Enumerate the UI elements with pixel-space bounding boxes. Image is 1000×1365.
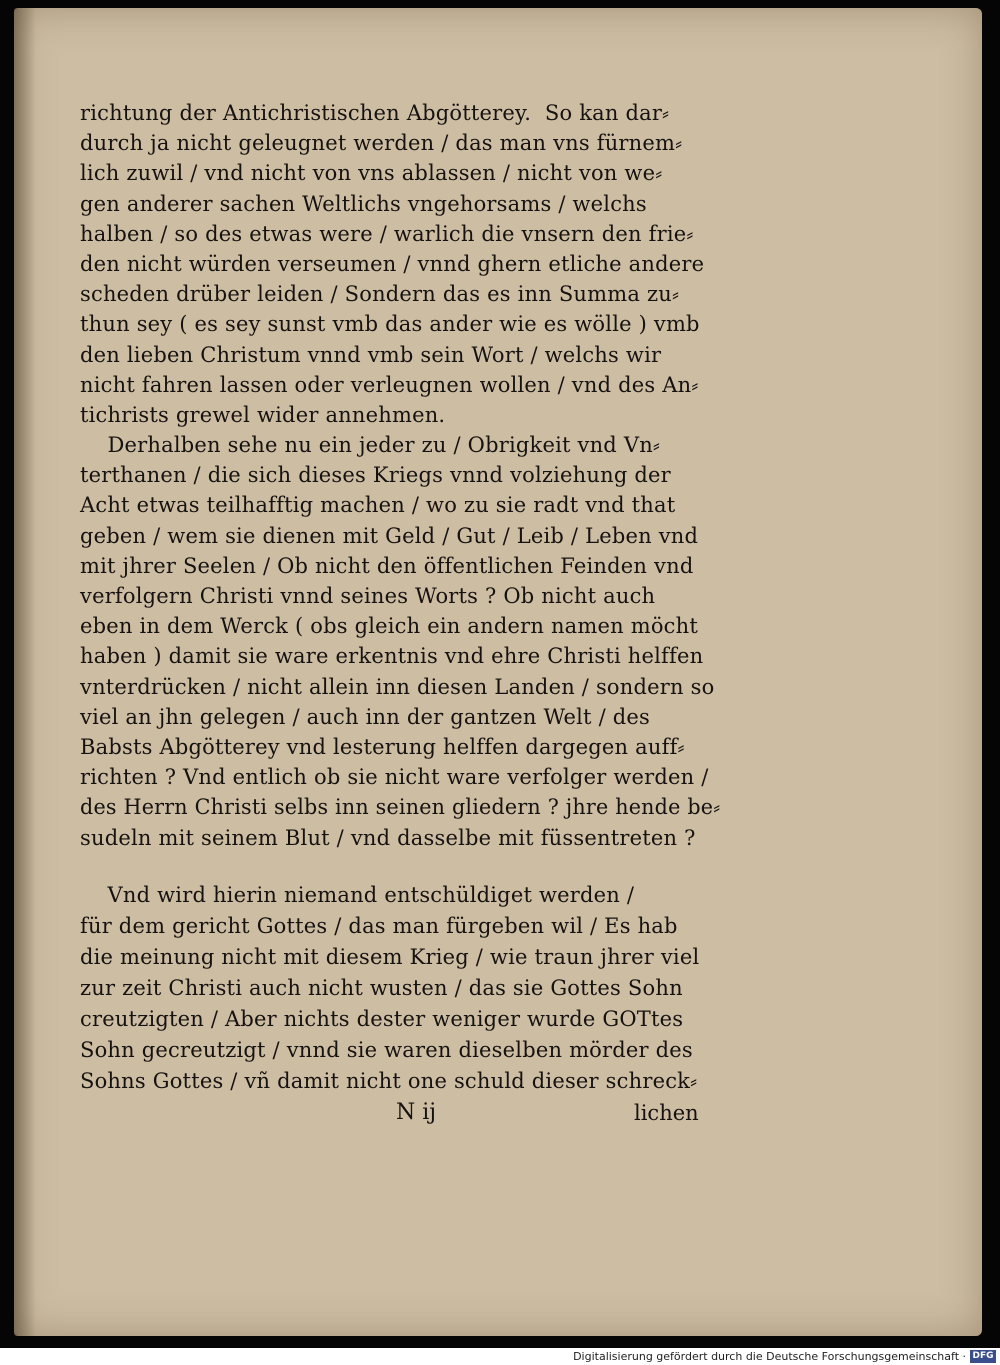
text-line: creutzigten / Aber nichts dester weniger wurde GOTtes: [80, 1007, 684, 1031]
text-line: den lieben Christum vnnd vmb sein Wort / welchs wir: [80, 342, 662, 367]
text-line: lich zuwil / vnd nicht von vns ablassen / nicht von we⸗: [80, 161, 663, 186]
text-line: zur zeit Christi auch nicht wusten / das sie Gottes Sohn: [80, 976, 683, 1000]
text-line: nicht fahren lassen oder verleugnen wollen / vnd des An⸗: [80, 372, 699, 397]
text-line: Sohn gecreutzigt / vnnd sie waren dieselben mörder des: [80, 1038, 693, 1062]
text-line: tichrists grewel wider annehmen.: [80, 402, 446, 427]
catchword: lichen: [634, 1101, 699, 1125]
dfg-logo: DFG: [970, 1350, 996, 1363]
text-line: thun sey ( es sey sunst vmb das ander wie es wölle ) vmb: [80, 312, 700, 337]
text-line: vnterdrücken / nicht allein inn diesen Landen / sondern so: [80, 674, 715, 699]
text-line: scheden drüber leiden / Sondern das es inn Summa zu⸗: [80, 282, 680, 307]
text-line: Derhalben sehe nu ein jeder zu / Obrigkeit vnd Vn⸗: [80, 433, 661, 458]
text-line: für dem gericht Gottes / das man fürgeben wil / Es hab: [80, 914, 678, 938]
text-line: gen anderer sachen Weltlichs vngehorsams / welchs: [80, 191, 647, 216]
text-line: richten ? Vnd entlich ob sie nicht ware verfolger werden /: [80, 765, 709, 790]
text-line: viel an jhn gelegen / auch inn der gantzen Welt / des: [80, 704, 650, 729]
text-line: geben / wem sie dienen mit Geld / Gut / Leib / Leben vnd: [80, 523, 699, 548]
text-line: Vnd wird hierin niemand entschüldiget werden /: [80, 883, 635, 907]
text-line: verfolgern Christi vnnd seines Worts ? Ob nicht auch: [80, 584, 656, 608]
text-line: die meinung nicht mit diesem Krieg / wie traun jhrer viel: [80, 945, 700, 969]
text-line: durch ja nicht geleugnet werden / das man vns fürnem⸗: [80, 131, 683, 156]
text-line: mit jhrer Seelen / Ob nicht den öffentlichen Feinden vnd: [80, 553, 694, 578]
text-line: Babsts Abgötterey vnd lesterung helffen dargegen auff⸗: [80, 734, 685, 759]
text-line: den nicht würden verseumen / vnnd ghern etliche andere: [80, 251, 705, 276]
text-line: terthanen / die sich dieses Kriegs vnnd volziehung der: [80, 463, 671, 488]
text-line: des Herrn Christi selbs inn seinen gliedern ? jhre hende be⸗: [80, 795, 721, 820]
text-line: Acht etwas teilhafftig machen / wo zu sie radt vnd that: [80, 493, 676, 518]
text-line: Sohns Gottes / vñ damit nicht one schuld dieser schreck⸗: [80, 1069, 698, 1093]
main-text-block: [80, 98, 720, 853]
text-line: eben in dem Werck ( obs gleich ein andern namen möcht: [80, 614, 699, 639]
text-line: haben ) damit sie ware erkentnis vnd ehre Christi helffen: [80, 644, 704, 669]
text-line: richtung der Antichristischen Abgötterey. So kan dar⸗: [80, 101, 670, 125]
second-text-block: [80, 880, 720, 1097]
text-line: sudeln mit seinem Blut / vnd dasselbe mit füssentreten ?: [80, 825, 696, 850]
book-page: [14, 8, 982, 1336]
funding-credit: Digitalisierung gefördert durch die Deutsche Forschungsgemeinschaft ·: [573, 1350, 966, 1363]
footer-bar: [0, 1348, 1000, 1365]
signature-mark: N ij: [396, 1100, 437, 1125]
text-line: halben / so des etwas were / warlich die vnsern den frie⸗: [80, 221, 694, 246]
